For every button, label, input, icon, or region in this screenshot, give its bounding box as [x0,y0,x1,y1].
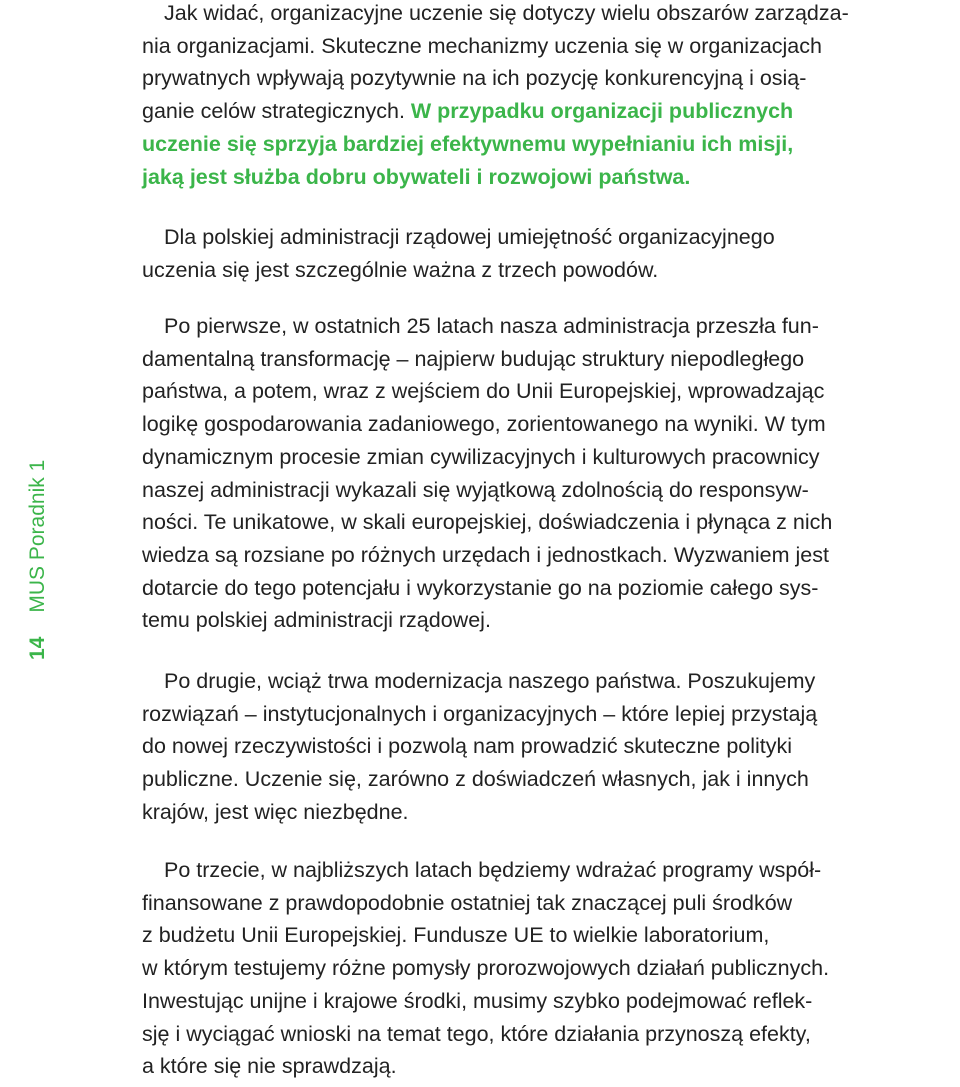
text-line: z budżetu Unii Europejskiej. Fundusze UE to wielkie laboratorium, [142,923,770,948]
text-line: sję i wyciągać wnioski na temat tego, które działania przynoszą efekty, [142,1021,811,1046]
text-line: Po drugie, wciąż trwa modernizacja naszego państwa. Poszukujemy [164,669,816,693]
text-line: logikę gospodarowania zadaniowego, zorientowanego na wyniki. W tym [142,412,826,437]
text-line: rozwiązań – instytucjonalnych i organizacyjnych – które lepiej przystają [142,701,818,726]
paragraph-intro [142,0,957,193]
text-line: ności. Te unikatowe, w skali europejskiej, doświadczenia i płynąca z nich [142,510,833,535]
paragraph-second-reason [142,665,957,829]
text-line: Po trzecie, w najbliższych latach będziemy wdrażać programy współ- [164,858,822,882]
side-margin-label [0,459,49,720]
text-line: a które się nie sprawdzają. [142,1054,397,1079]
text-line: temu polskiej administracji rządowej. [142,608,491,633]
paragraph-third-reason [142,854,957,1083]
paragraph-first-reason [142,310,957,637]
text-line: naszej administracji wykazali się wyjątkową zdolnością do responsyw- [142,477,809,502]
text-line: do nowej rzeczywistości i pozwolą nam prowadzić skuteczne polityki [142,734,793,759]
text-line: uczenia się jest szczególnie ważna z trzech powodów. [142,257,659,282]
text-line: wiedza są rozsiane po różnych urzędach i jednostkach. Wyzwaniem jest [142,542,829,567]
text-line: dynamicznym procesie zmian cywilizacyjnych i kulturowych pracownicy [142,444,820,469]
text-line: nia organizacjami. Skuteczne mechanizmy uczenia się w organizacjach [142,33,822,58]
text-line: w którym testujemy różne pomysły prorozwojowych działań publicznych. [142,956,830,981]
text-line: Dla polskiej administracji rządowej umiejętność organizacyjnego [164,225,775,249]
side-label-text [26,460,50,660]
text-line: publiczne. Uczenie się, zarówno z doświadczeń własnych, jak i innych [142,767,809,792]
text-line: państwa, a potem, wraz z wejściem do Unii Europejskiej, wprowadzając [142,379,825,404]
highlighted-text: W przypadku organizacji publicznych [410,99,794,124]
publication-title: MUS Poradnik 1 [26,459,49,613]
text-line: Inwestując unijne i krajowe środki, musimy szybko podejmować reflek- [142,988,813,1013]
text-line: Jak widać, organizacyjne uczenie się dotyczy wielu obszarów zarządza- [164,1,849,25]
highlighted-text: uczenie się sprzyja bardziej efektywnemu wypełnianiu ich misji, [142,131,794,156]
text-line: krajów, jest więc niezbędne. [142,799,409,824]
text-line-plain: ganie celów strategicznych. [142,99,411,124]
text-line: prywatnych wpływają pozytywnie na ich pozycję konkurencyjną i osią- [142,66,807,91]
page-number: 14 [26,636,49,660]
text-line: finansowane z prawdopodobnie ostatniej tak znaczącej puli środków [142,890,793,915]
text-line: Po pierwsze, w ostatnich 25 latach nasza administracja przeszła fun- [164,314,819,338]
highlighted-text: jaką jest służba dobru obywateli i rozwojowi państwa. [142,164,691,189]
text-line [142,95,957,128]
text-line: damentalną transformację – najpierw budując struktury niepodległego [142,346,805,371]
text-line: dotarcie do tego potencjału i wykorzystanie go na poziomie całego sys- [142,575,819,600]
paragraph-reasons-intro [142,221,957,286]
